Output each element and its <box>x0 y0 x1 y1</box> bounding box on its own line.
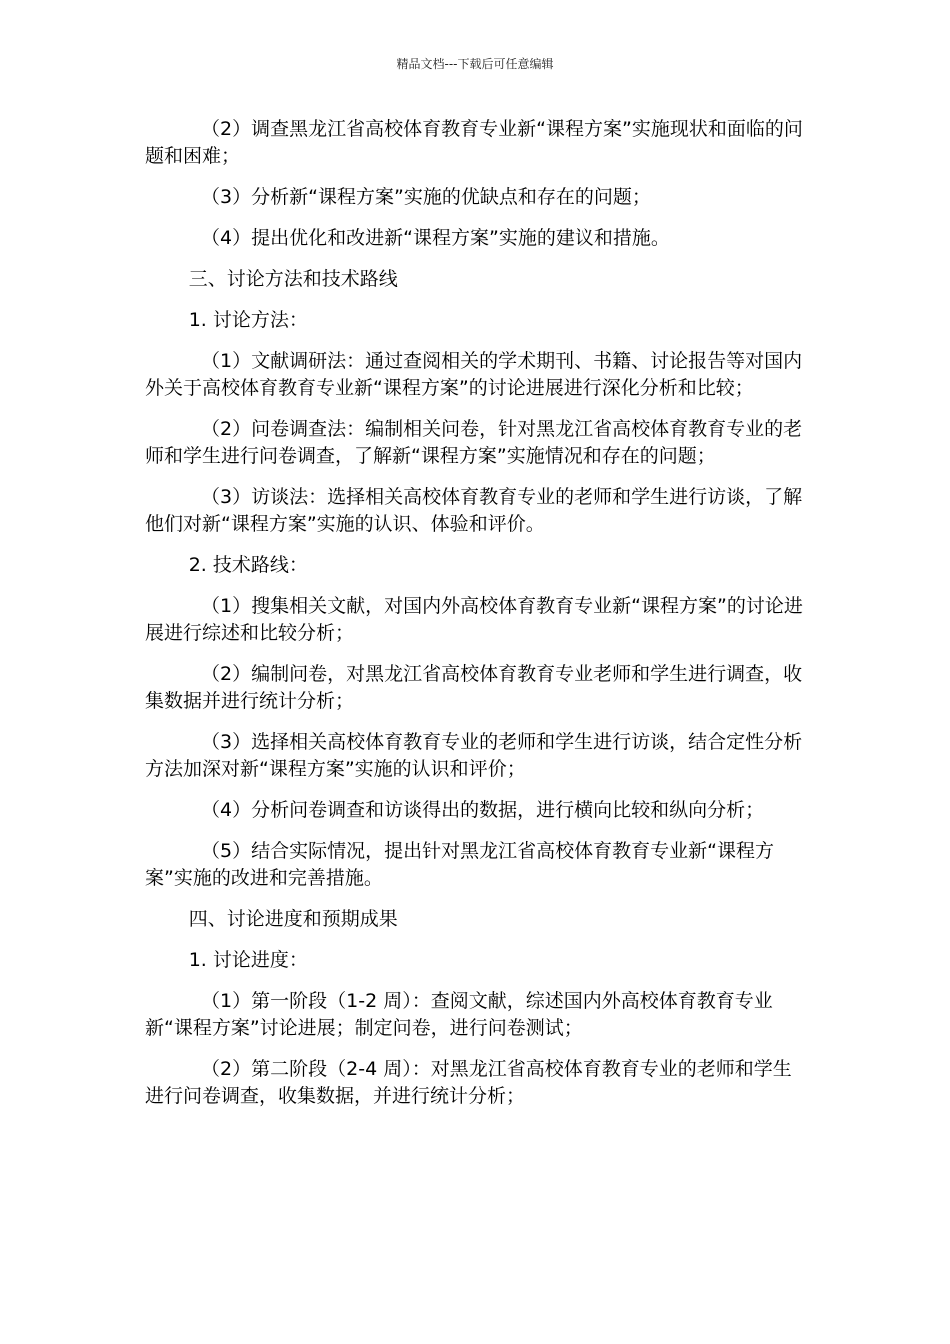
paragraph: （3）选择相关高校体育教育专业的老师和学生进行访谈，结合定性分析方法加深对新“课程方案”实施的认识和评价； <box>145 731 803 780</box>
paragraph: （1）第一阶段（1-2 周）：查阅文献，综述国内外高校体育教育专业新“课程方案”讨论进展；制定问卷，进行问卷测试； <box>145 990 773 1039</box>
paragraph: （3）分析新“课程方案”实施的优缺点和存在的问题； <box>201 186 651 208</box>
paragraph: （5）结合实际情况，提出针对黑龙江省高校体育教育专业新“课程方案”实施的改进和完善措施。 <box>145 840 774 889</box>
paragraph: （4）分析问卷调查和访谈得出的数据，进行横向比较和纵向分析； <box>201 799 765 821</box>
paragraph: （3）访谈法：选择相关高校体育教育专业的老师和学生进行访谈，了解他们对新“课程方案”实施的认识、体验和评价。 <box>145 486 803 535</box>
section-heading: 三、讨论方法和技术路线 <box>188 268 398 290</box>
subsection-heading: 2. 技术路线： <box>188 554 308 576</box>
paragraph: （2）调查黑龙江省高校体育教育专业新“课程方案”实施现状和面临的问题和困难； <box>145 118 803 167</box>
paragraph: （2）第二阶段（2-4 周）：对黑龙江省高校体育教育专业的老师和学生进行问卷调查，收集数据，并进行统计分析； <box>145 1058 792 1107</box>
paragraph: （2）编制问卷，对黑龙江省高校体育教育专业老师和学生进行调查，收集数据并进行统计分析； <box>145 663 803 712</box>
paragraph: （1）文献调研法：通过查阅相关的学术期刊、书籍、讨论报告等对国内外关于高校体育教育专业新“课程方案”的讨论进展进行深化分析和比较； <box>145 350 803 399</box>
page-header: 精品文档---下载后可任意编辑 <box>396 57 554 71</box>
document-body <box>145 116 810 1124</box>
section-heading: 四、讨论进度和预期成果 <box>188 908 398 930</box>
paragraph: （1）搜集相关文献，对国内外高校体育教育专业新“课程方案”的讨论进展进行综述和比较分析； <box>145 595 803 644</box>
paragraph: （4）提出优化和改进新“课程方案”实施的建议和措施。 <box>201 227 670 249</box>
subsection-heading: 1. 讨论进度： <box>188 949 308 971</box>
paragraph: （2）问卷调查法：编制相关问卷，针对黑龙江省高校体育教育专业的老师和学生进行问卷调查，了解新“课程方案”实施情况和存在的问题； <box>145 418 803 467</box>
subsection-heading: 1. 讨论方法： <box>188 309 308 331</box>
